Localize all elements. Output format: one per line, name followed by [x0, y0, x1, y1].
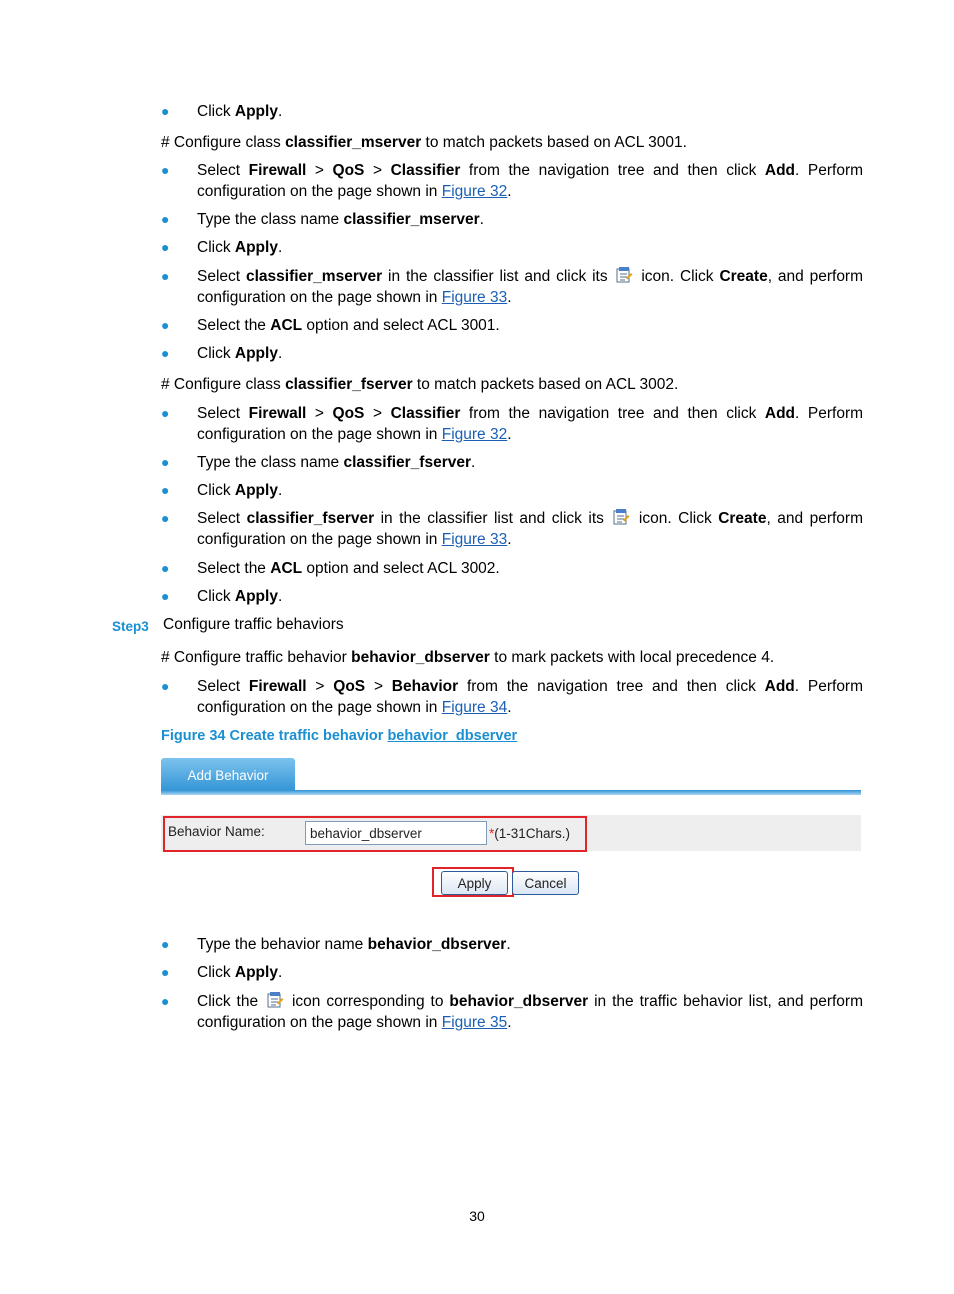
list-item: ● Click Apply.	[161, 239, 283, 256]
list-item: ● Click Apply.	[161, 345, 283, 362]
tab-add-behavior[interactable]: Add Behavior	[161, 758, 295, 793]
list-item: ● Type the class name classifier_fserver.	[161, 454, 476, 471]
edit-config-icon	[615, 266, 633, 284]
list-item: ● Select Firewall > QoS > Behavior from the navigation tree and then click Add. Perform configuration on the page shown in Figure 34.	[161, 678, 864, 716]
edit-config-icon	[266, 991, 284, 1009]
comment-line: # Configure class classifier_fserver to match packets based on ACL 3002.	[161, 376, 679, 393]
list-item: ● Select Firewall > QoS > Classifier from the navigation tree and then click Add. Perform configuration on the page shown in Figure 32.	[161, 162, 864, 200]
bullet-icon: ●	[161, 560, 170, 576]
list-item: ● Click Apply.	[161, 964, 283, 981]
bullet-icon: ●	[161, 936, 170, 952]
list-item: ● Click the icon corresponding to behavior_dbserver in the traffic behavior list, and perform configuration on the page shown in Figure 35.	[161, 993, 863, 1031]
list-item: ● Click Apply.	[161, 588, 283, 605]
bullet-icon: ●	[161, 510, 170, 526]
bullet-icon: ●	[161, 317, 170, 333]
bullet-icon: ●	[161, 268, 170, 284]
page-number: 30	[469, 1208, 485, 1224]
figure-caption: Figure 34 Create traffic behavior behavior_dbserver	[161, 728, 518, 744]
list-item: ● Select classifier_fserver in the classifier list and click its icon. Click Create, and perform configuration on the page shown in Figure 33.	[161, 510, 864, 548]
figure-link[interactable]: Figure 35	[441, 1014, 508, 1031]
figure-link[interactable]: Figure 33	[441, 531, 508, 548]
bullet-icon: ●	[161, 103, 170, 119]
length-hint: *(1-31Chars.)	[489, 826, 571, 841]
bullet-icon: ●	[161, 405, 170, 421]
bullet-icon: ●	[161, 454, 170, 470]
bullet-icon: ●	[161, 482, 170, 498]
bullet-icon: ●	[161, 678, 170, 694]
bullet-icon: ●	[161, 588, 170, 604]
figure-link[interactable]: Figure 33	[441, 289, 508, 306]
step-text: Configure traffic behaviors	[163, 616, 344, 633]
tab-underline	[161, 790, 861, 795]
figure-link[interactable]: Figure 32	[441, 426, 508, 443]
list-item: ● Select the ACL option and select ACL 3001.	[161, 317, 500, 334]
apply-button[interactable]: Apply	[441, 871, 508, 895]
step-label: Step3	[112, 619, 149, 634]
list-item: ● Click Apply.	[161, 482, 283, 499]
list-item: ● Select Firewall > QoS > Classifier from the navigation tree and then click Add. Perform configuration on the page shown in Figure 32.	[161, 405, 864, 443]
bullet-icon: ●	[161, 211, 170, 227]
figure-link[interactable]: Figure 32	[441, 183, 508, 200]
list-item: ● Select classifier_mserver in the classifier list and click its icon. Click Create, and perform configuration on the page shown in Figure 33.	[161, 268, 864, 306]
cancel-button[interactable]: Cancel	[512, 871, 579, 895]
comment-line: # Configure class classifier_mserver to match packets based on ACL 3001.	[161, 134, 687, 151]
list-item: ● Select the ACL option and select ACL 3002.	[161, 560, 500, 577]
list-item: ● Type the class name classifier_mserver.	[161, 211, 484, 228]
bullet-icon: ●	[161, 993, 170, 1009]
bullet-icon: ●	[161, 162, 170, 178]
list-item: ● Type the behavior name behavior_dbserver.	[161, 936, 511, 953]
comment-line: # Configure traffic behavior behavior_dbserver to mark packets with local precedence 4.	[161, 649, 775, 666]
list-item: ● Click Apply.	[161, 103, 283, 120]
behavior-name-input[interactable]	[305, 821, 487, 845]
behavior-name-label: Behavior Name:	[168, 824, 265, 839]
bullet-icon: ●	[161, 239, 170, 255]
bullet-icon: ●	[161, 345, 170, 361]
bullet-icon: ●	[161, 964, 170, 980]
figure-link[interactable]: Figure 34	[441, 699, 508, 716]
edit-config-icon	[612, 508, 630, 526]
